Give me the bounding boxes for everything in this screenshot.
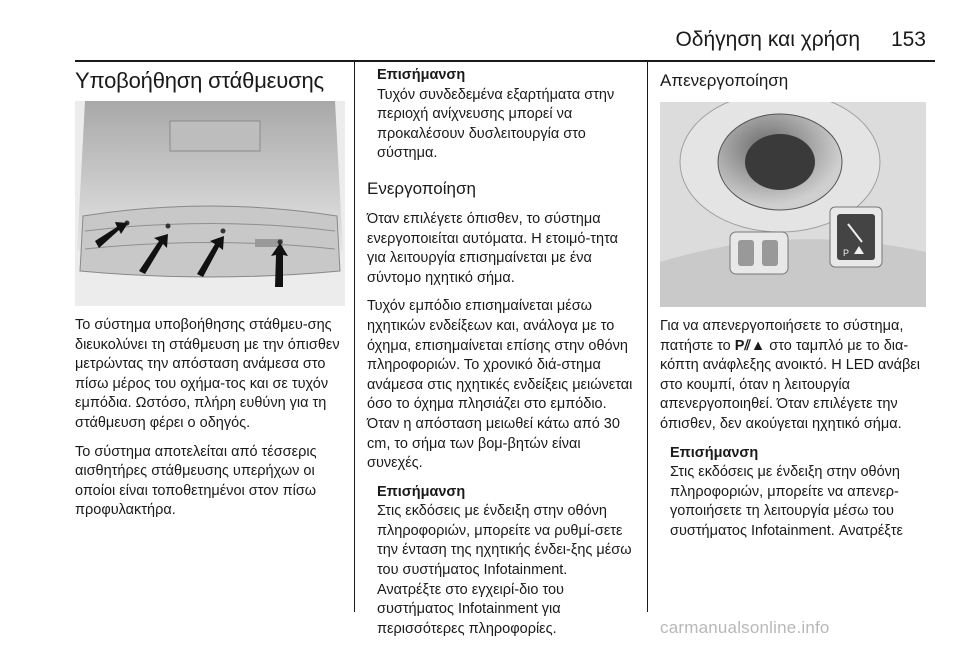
page-number: 153 [890,28,926,51]
column-left [75,62,347,530]
note-label: Επισήμανση [670,444,759,461]
note-label: Επισήμανση [377,67,466,83]
note-box [377,66,635,164]
dashboard-button-figure [660,102,926,307]
svg-text:P: P [843,248,850,258]
deactivation-paragraph [660,317,930,435]
paragraph-text: Για να απενεργοποιήσετε το σύστημα, πατήστε το [660,318,904,354]
column-right [660,62,930,551]
note-box [377,483,635,640]
paragraph: Το σύστημα αποτελείται από τέσσερις αισθητήρες στάθμευσης υπερήχων οι οποίοι είναι τοποθετημένοι στον πίσω προφυλακτήρα. [75,443,317,519]
column-divider-1 [354,62,355,612]
note-text: Στις εκδόσεις με ένδειξη στην οθόνη πληροφοριών, μπορείτε να ρυθμί-σετε την ένταση της ηχητικής ένδει-ξης μέσω του συστήματος Infotainment. Ανατρέξτε στο εγχειρί-διο του συστήματος Infotainment για περισσότερες πληροφορίες. [377,503,632,637]
watermark: carmanualsonline.info [660,618,830,637]
note-label: Επισήμανση [377,483,466,500]
sub-title-deactivation: Απενεργοποίηση [660,71,789,90]
paragraph: Όταν επιλέγετε όπισθεν, το σύστημα ενεργοποιείται αυτόματα. Η ετοιμό-τητα για λειτουργία επισημαίνεται με ένα σύντομο ηχητικό σήμα. [367,210,618,286]
paragraph: Τυχόν εμπόδιο επισημαίνεται μέσω ηχητικών ενδείξεων και, ανάλογα με το όχημα, επισημαίνεται επίσης στην οθόνη πληροφοριών. Το χρονικό διά-στημα ανάμεσα στις ηχητικές ενδείξεις μειώνεται όσο το όχημα πλησιάζει στο εμπόδιο. Όταν η απόσταση μειωθεί κάτω από 30 cm, το σήμα των βομ-βητών είναι συνεχές. [367,298,633,472]
rear-bumper-sensors-figure [75,101,345,306]
paragraph: Το σύστημα υποβοήθησης στάθμευ-σης διευκολύνει τη στάθμευση με την όπισθεν μετρώντας την απόσταση ανάμεσα στο πίσω μέρος του οχήμα-τος και σε τυχόν εμπόδια. Ωστόσο, πλήρη ευθύνη για τη στάθμευση φέρει ο οδηγός. [75,317,340,431]
note-text: Τυχόν συνδεδεμένα εξαρτήματα στην περιοχή ανίχνευσης μπορεί να προκαλέσουν δυσλειτουργία στο σύστημα. [377,86,615,162]
page-header-title: Οδήγηση και χρήση [675,28,860,51]
note-text: Στις εκδόσεις με ένδειξη στην οθόνη πληροφοριών, μπορείτε να απενερ-γοποιήσετε τη λειτουργία μέσω του συστήματος Infotainment. Ανατρέξτε [670,464,903,539]
section-title-parking-assist: Υποβοήθηση στάθμευσης [75,68,324,93]
sub-title-activation: Ενεργοποίηση [367,178,476,198]
column-middle [367,62,635,648]
column-divider-2 [647,62,648,612]
paragraph-text: στο ταμπλό με το δια-κόπτη ανάφλεξης ανοικτό. Η LED ανάβει στο κουμπί, όταν η λειτουργία απενεργοποιηθεί. Όταν επιλέγετε την όπισθεν, δεν ακούγεται ηχητικό σήμα. [660,337,920,432]
parking-assist-button-icon: P⫽▲ [734,337,766,354]
note-box [670,444,930,542]
